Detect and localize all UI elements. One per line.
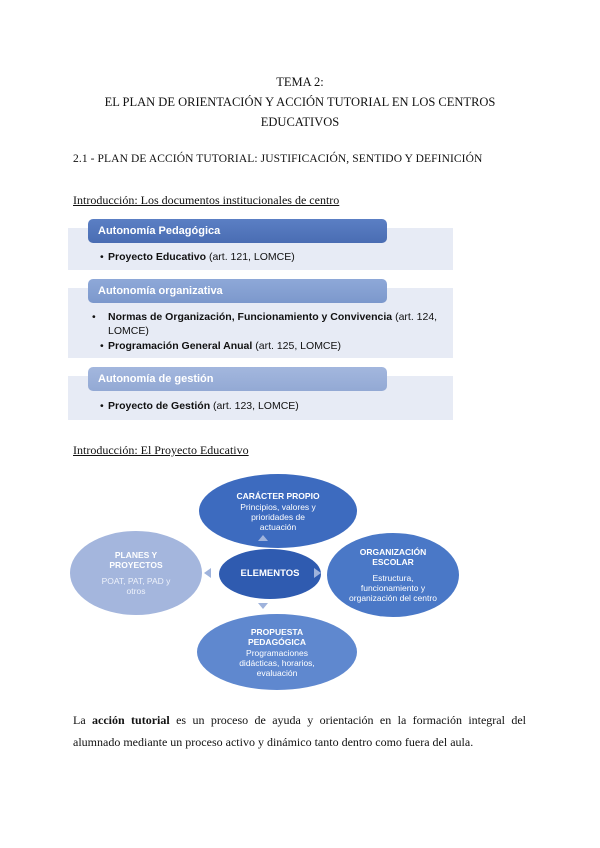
- node-title: ORGANIZACIÓN ESCOLAR: [359, 547, 427, 567]
- item-rest: (art. 124, LOMCE): [108, 311, 438, 337]
- node-planes-proyectos: [70, 531, 202, 615]
- block-item: • Normas de Organización, Funcionamiento y Convivencia (art. 124, LOMCE): [92, 311, 438, 337]
- node-desc: POAT, PAT, PAD y otros: [101, 576, 171, 596]
- definition-paragraph: [73, 709, 526, 753]
- node-title: PLANES Y PROYECTOS: [109, 550, 163, 570]
- doc-title-line3: EDUCATIVOS: [260, 115, 340, 129]
- node-elementos: [219, 549, 321, 599]
- node-desc: Programaciones didácticas, horarios, evaluación: [239, 647, 315, 678]
- node-desc: Principios, valores y prioridades de actuación: [240, 501, 316, 532]
- item-bold: Normas de Organización, Funcionamiento y Convivencia: [108, 311, 393, 323]
- block-title-pedagogica: Autonomía Pedagógica: [88, 219, 387, 243]
- paragraph-body: es un proceso de ayuda y orientación en la formación integral del alumnado mediante un proceso activo y dinámico tanto dentro como fuera del aula.: [73, 713, 526, 749]
- node-desc: Estructura, funcionamiento y organización del centro: [349, 573, 437, 603]
- node-title: PROPUESTA PEDAGÓGICA: [247, 626, 307, 647]
- intro-proyecto-heading: Introducción: El Proyecto Educativo: [73, 443, 249, 457]
- block-title-gestion: Autonomía de gestión: [88, 367, 387, 391]
- node-title: ELEMENTOS: [240, 568, 300, 579]
- item-bold: Proyecto Educativo: [108, 251, 207, 263]
- item-rest: (art. 125, LOMCE): [252, 340, 342, 352]
- section-heading: 2.1 - PLAN DE ACCIÓN TUTORIAL: JUSTIFICACIÓN, SENTIDO Y DEFINICIÓN: [73, 153, 483, 165]
- paragraph-bold-term: acción tutorial: [92, 713, 170, 727]
- arrow-down-icon: [258, 603, 268, 609]
- node-title: CARÁCTER PROPIO: [236, 490, 320, 501]
- doc-title-line1: TEMA 2:: [276, 75, 324, 89]
- block-item: • Proyecto de Gestión (art. 123, LOMCE): [100, 400, 299, 412]
- arrow-right-icon: [314, 568, 321, 578]
- block-item: • Programación General Anual (art. 125, LOMCE): [100, 340, 342, 352]
- item-bold: Proyecto de Gestión: [108, 400, 211, 412]
- node-propuesta-pedagogica: [197, 614, 357, 690]
- node-organizacion-escolar: [327, 533, 459, 617]
- block-item: • Proyecto Educativo (art. 121, LOMCE): [100, 251, 295, 263]
- paragraph-lead: La: [73, 713, 93, 727]
- intro-documents-heading: Introducción: Los documentos institucionales de centro: [73, 193, 340, 207]
- arrow-up-icon: [258, 535, 268, 541]
- block-title-organizativa: Autonomía organizativa: [88, 279, 387, 303]
- item-rest: (art. 121, LOMCE): [206, 251, 295, 263]
- node-caracter-propio: [199, 474, 357, 548]
- doc-title-line2: EL PLAN DE ORIENTACIÓN Y ACCIÓN TUTORIAL EN LOS CENTROS: [104, 95, 496, 109]
- item-rest: (art. 123, LOMCE): [210, 400, 299, 412]
- item-bold: Programación General Anual: [108, 340, 253, 352]
- arrow-left-icon: [204, 568, 211, 578]
